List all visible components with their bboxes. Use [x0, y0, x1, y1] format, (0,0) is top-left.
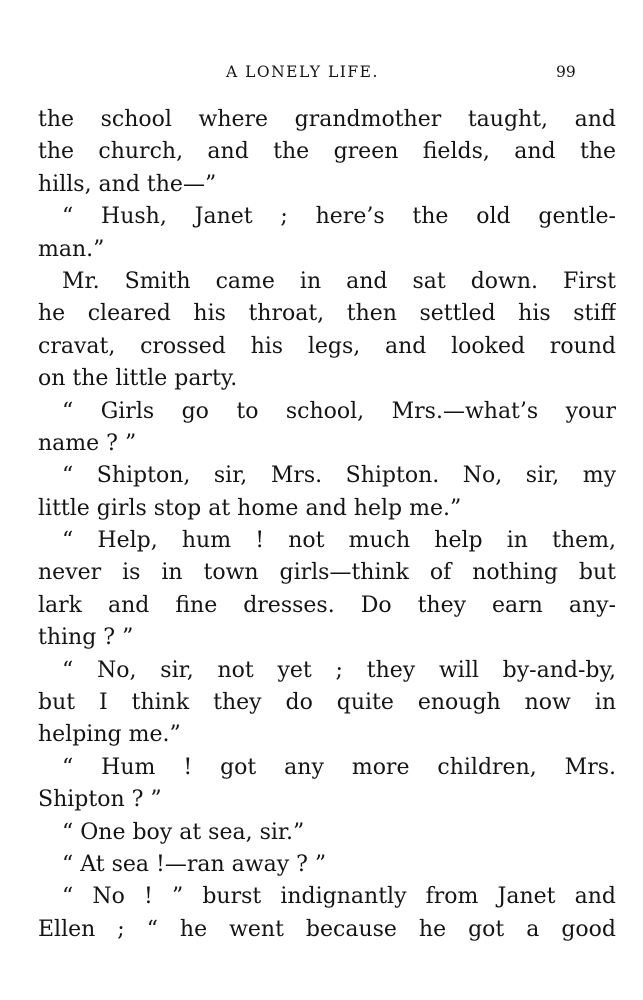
- text-line: name ? ”: [38, 430, 137, 456]
- page-number: 99: [556, 63, 576, 81]
- text-line: “ One boy at sea, sir.”: [62, 819, 305, 845]
- text-line: Ellen ; “ he went because he got a good: [38, 916, 616, 942]
- text-line: the school where grandmother taught, and: [38, 107, 616, 132]
- text-line: lark and fine dresses. Do they earn any-: [38, 592, 616, 618]
- text-line: he cleared his throat, then settled his stiff: [38, 301, 616, 327]
- text-line: “ Girls go to school, Mrs.—what’s your: [62, 398, 616, 424]
- text-line: “ Shipton, sir, Mrs. Shipton. No, sir, my: [62, 463, 616, 489]
- text-line: on the little party.: [38, 366, 238, 392]
- text-line: “ Hum ! got any more children, Mrs.: [62, 754, 616, 780]
- running-title: A LONELY LIFE.: [226, 63, 379, 81]
- text-line: man.”: [38, 236, 105, 262]
- text-line: cravat, crossed his legs, and looked round: [38, 333, 616, 359]
- text-line: thing ? ”: [38, 625, 134, 651]
- text-line: Shipton ? ”: [38, 787, 162, 813]
- text-line: little girls stop at home and help me.”: [38, 495, 462, 521]
- text-line: hills, and the—”: [38, 171, 217, 197]
- text-line: helping me.”: [38, 722, 181, 748]
- text-line: but I think they do quite enough now in: [38, 690, 616, 716]
- text-line: “ No ! ” burst indignantly from Janet and: [62, 884, 616, 910]
- text-line: the church, and the green fields, and the: [38, 139, 616, 165]
- body-text: [38, 104, 616, 946]
- text-line: never is in town girls—think of nothing but: [38, 560, 616, 586]
- running-header: [0, 62, 643, 86]
- text-line: “ No, sir, not yet ; they will by-and-by,: [62, 657, 616, 683]
- text-line: Mr. Smith came in and sat down. First: [62, 268, 616, 294]
- text-line: “ Hush, Janet ; here’s the old gentle-: [62, 204, 616, 230]
- text-line: “ Help, hum ! not much help in them,: [62, 528, 616, 554]
- text-line: “ At sea !—ran away ? ”: [62, 851, 327, 877]
